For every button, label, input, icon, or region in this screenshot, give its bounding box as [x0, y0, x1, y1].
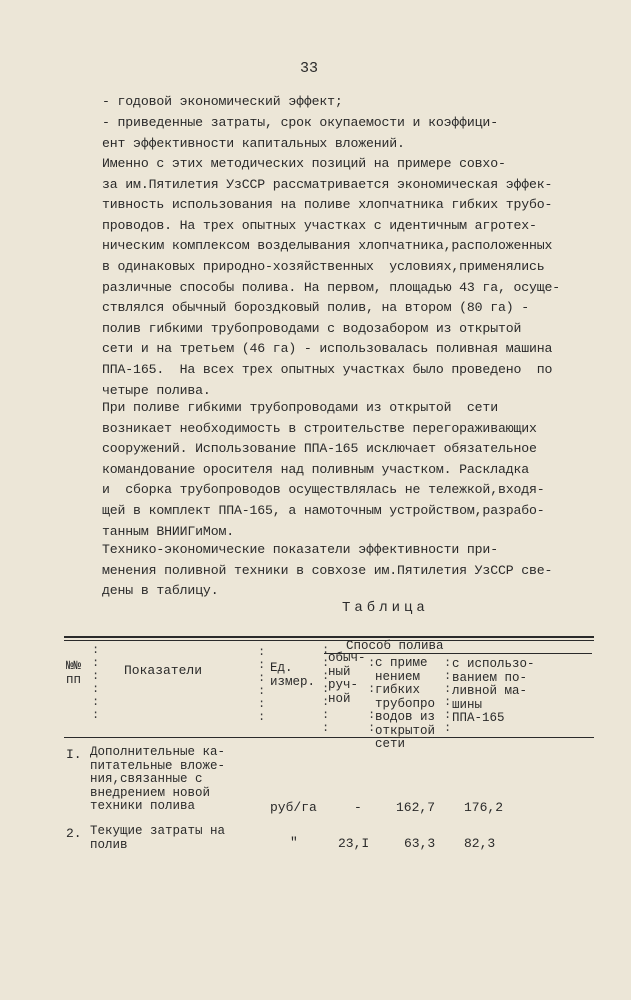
header-method-group: Способ полива	[346, 639, 444, 653]
row-2-ppa: 82,3	[464, 836, 496, 851]
table-caption: Таблица	[342, 600, 429, 616]
header-unit: Ед. измер.	[270, 661, 316, 689]
header-ppa: с использо- ванием по- ливной ма- шины ППА-165	[452, 657, 535, 725]
separator-dots: : : : :	[368, 656, 376, 735]
row-1-indicator: Дополнительные ка- питательные вложе- ния,связанные с внедрением новой техники полива	[90, 745, 226, 813]
row-1-unit: руб/га	[270, 800, 317, 815]
paragraph-economic-effect: - годовой экономический эффект;	[102, 94, 343, 109]
table-top-rule-inner	[64, 640, 594, 641]
separator-dots: : : : : : :	[92, 643, 100, 722]
header-flex-pipes: с приме нением гибких трубопро водов из открытой сети	[375, 656, 436, 751]
header-ordinary: обыч- ный руч- ной	[328, 651, 366, 706]
separator-dots: : : : : : :	[444, 656, 452, 735]
paragraph-reduced-costs: - приведенные затраты, срок окупаемости и коэффици- ент эффективности капитальных вложений.	[102, 115, 498, 151]
row-1-ppa: 176,2	[464, 800, 504, 815]
row-2-unit: "	[290, 835, 298, 850]
header-indicator: Показатели	[124, 663, 203, 678]
separator-dots: : : : : : : :	[322, 643, 330, 735]
row-1-ordinary: -	[354, 800, 362, 815]
paragraph-open-network: При поливе гибкими трубопроводами из открытой сети возникает необходимость в строительстве перегораживающих сооружений. Использование ППА-165 исключает обязательное командование оросителя над поливным участком. Раскладка и сборка трубопроводов осуществлялась не тележкой,входя- щей в комплект ППА-165, а намоточным устройством,разрабо- танным ВНИИГиМом.	[102, 400, 545, 539]
page-number: 33	[300, 60, 319, 77]
row-2-indicator: Текущие затраты на полив	[90, 824, 226, 852]
row-2-flex: 63,3	[404, 836, 436, 851]
table-top-rule	[64, 636, 594, 638]
separator-dots: : : : : : :	[258, 645, 266, 724]
row-2-ordinary: 23,I	[338, 836, 370, 851]
row-2-num: 2.	[66, 826, 82, 841]
row-1-flex: 162,7	[396, 800, 436, 815]
header-num: №№ пп	[66, 659, 82, 687]
row-1-num: I.	[66, 747, 82, 762]
table-header-rule	[64, 737, 594, 738]
paragraph-methodology: Именно с этих методических позиций на примере совхо- за им.Пятилетия УзССР рассматривается экономическая эффек- тивность использования на поливе хлопчатника гибких трубо- проводов. На трех опытных участках с идентичным агротех- ническим комплексом возделывания хлопчатника,расположенных в одинаковых природно-хозяйственных условиях,применялись различные способы полива. На первом, площадью 43 га, осуще- ствлялся обычный бороздковый полив, на втором (80 га) - полив гибкими трубопроводами с водозабором из открытой сети и на третьем (46 га) - использовалась поливная машина ППА-165. На всех трех опытных участках было проведено по четыре полива.	[102, 156, 561, 398]
paragraph-table-intro: Технико-экономические показатели эффективности при- менения поливной техники в совхозе им.Пятилетия УзССР све- дены в таблицу.	[102, 542, 553, 599]
